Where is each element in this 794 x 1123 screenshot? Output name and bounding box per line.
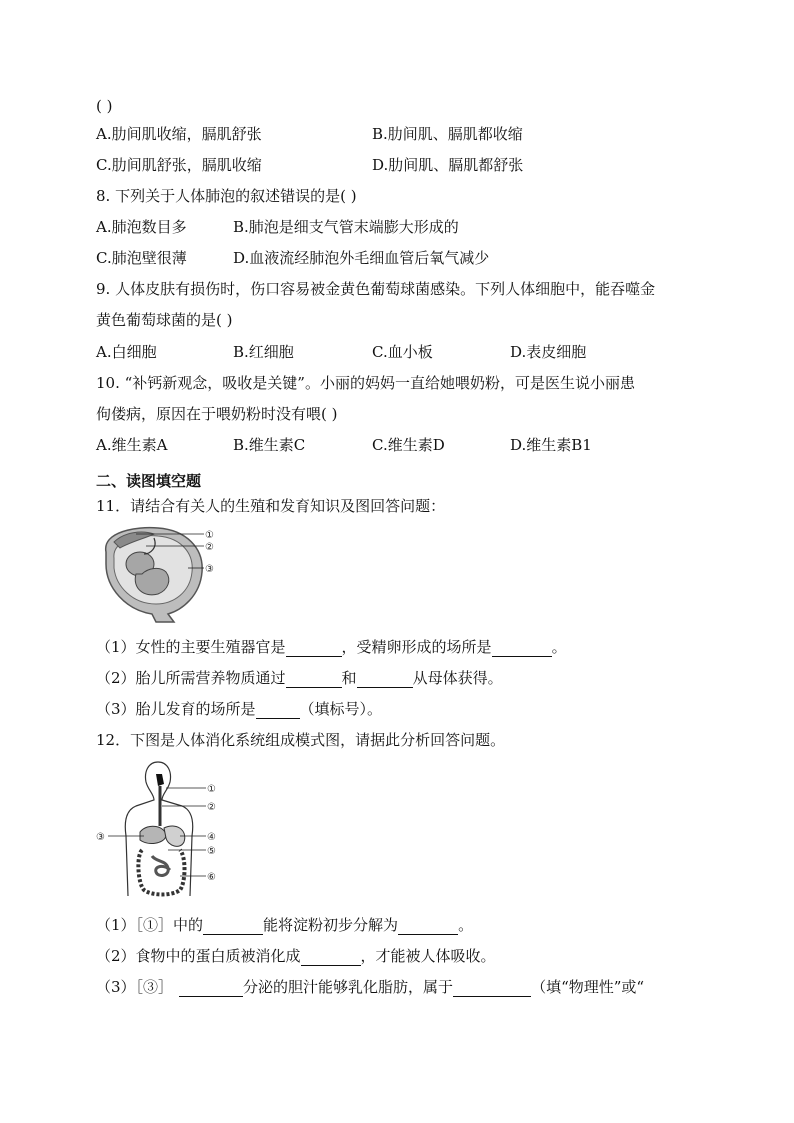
q12-sub1-blank-1[interactable] xyxy=(203,918,263,935)
q12-sub1-text-b: 能将淀粉初步分解为 xyxy=(263,916,399,934)
q12-sub1-text-a: （1）［①］中的 xyxy=(96,916,204,934)
q12-sub3-text-a: （3）［③］ xyxy=(96,978,174,996)
q10-option-d: D.维生素B1 xyxy=(510,436,592,454)
q9-option-d: D.表皮细胞 xyxy=(510,343,587,361)
q11-sub2-text-a: （2）胎儿所需营养物质通过 xyxy=(96,669,286,687)
q12-sub2-text-a: （2）食物中的蛋白质被消化成 xyxy=(96,947,301,965)
fig12-label-5: ⑤ xyxy=(207,846,216,857)
q8-option-d: D.血液流经肺泡外毛细血管后氧气减少 xyxy=(233,249,490,267)
q10-stem-line1: 10. “补钙新观念，吸收是关键”。小丽的妈妈一直给她喂奶粉，可是医生说小丽患 xyxy=(96,374,635,392)
q11-sub1-blank-1[interactable] xyxy=(286,640,342,657)
q11-sub2 xyxy=(96,668,503,688)
q11-sub1-text-b: ，受精卵形成的场所是 xyxy=(341,638,492,656)
q12-sub2-text-b: ，才能被人体吸收。 xyxy=(360,947,496,965)
q12-sub1-blank-2[interactable] xyxy=(398,918,458,935)
q11-sub2-blank-1[interactable] xyxy=(286,671,342,688)
q12-sub1-text-c: 。 xyxy=(458,916,474,934)
q12-stem: 12．下图是人体消化系统组成模式图，请据此分析回答问题。 xyxy=(96,731,506,749)
q12-sub2 xyxy=(96,946,496,966)
q9-stem-line2: 黄色葡萄球菌的是( ) xyxy=(96,311,233,329)
q11-sub2-text-c: 从母体获得。 xyxy=(412,669,503,687)
q7-option-d: D.肋间肌、膈肌都舒张 xyxy=(372,156,524,174)
q11-sub3 xyxy=(96,699,382,719)
q9-option-a: A.白细胞 xyxy=(96,343,157,361)
fig11-label-1: ① xyxy=(205,530,214,541)
q12-sub1 xyxy=(96,915,473,935)
q9-option-c: C.血小板 xyxy=(372,343,433,361)
q8-stem: 8. 下列关于人体肺泡的叙述错误的是( ) xyxy=(96,187,357,205)
q10-option-b: B.维生素C xyxy=(233,436,306,454)
q10-stem-line2: 佝偻病，原因在于喂奶粉时没有喂( ) xyxy=(96,405,338,423)
q11-sub1-text-a: （1）女性的主要生殖器官是 xyxy=(96,638,286,656)
q11-sub1-text-c: 。 xyxy=(551,638,567,656)
fetus-uterus-figure xyxy=(96,524,226,624)
fig12-label-4: ④ xyxy=(207,832,216,843)
q11-sub1-blank-2[interactable] xyxy=(492,640,552,657)
q11-sub3-text-a: （3）胎儿发育的场所是 xyxy=(96,700,256,718)
q7-stem-tail: ( ) xyxy=(96,97,113,115)
q12-sub3-text-b: 分泌的胆汁能够乳化脂肪，属于 xyxy=(243,978,454,996)
digestive-diagram xyxy=(96,756,230,902)
uterus-diagram xyxy=(96,524,226,624)
q9-option-b: B.红细胞 xyxy=(233,343,294,361)
q8-option-b: B.肺泡是细支气管末端膨大形成的 xyxy=(233,218,459,236)
fig11-label-2: ② xyxy=(205,542,214,553)
fig11-label-3: ③ xyxy=(205,564,214,575)
q9-stem-line1: 9. 人体皮肤有损伤时，伤口容易被金黄色葡萄球菌感染。下列人体细胞中，能吞噬金 xyxy=(96,280,656,298)
fig12-label-1: ① xyxy=(207,784,216,795)
section-title: 二、读图填空题 xyxy=(96,472,202,490)
q11-stem: 11．请结合有关人的生殖和发育知识及图回答问题： xyxy=(96,497,446,515)
q7-option-c: C.肋间肌舒张，膈肌收缩 xyxy=(96,156,262,174)
q12-sub3-blank-2[interactable] xyxy=(453,980,531,997)
q11-sub1 xyxy=(96,637,567,657)
q8-option-a: A.肺泡数目多 xyxy=(96,218,187,236)
q12-sub3-blank-1[interactable] xyxy=(179,980,243,997)
q10-option-a: A.维生素A xyxy=(96,436,168,454)
q12-sub3 xyxy=(96,977,644,997)
q7-option-b: B.肋间肌、膈肌都收缩 xyxy=(372,125,523,143)
fig12-label-6: ⑥ xyxy=(207,872,216,883)
q11-sub2-text-b: 和 xyxy=(341,669,357,687)
q8-option-c: C.肺泡壁很薄 xyxy=(96,249,187,267)
q11-sub3-text-b: （填标号）。 xyxy=(299,700,383,718)
digestive-system-figure xyxy=(96,756,230,902)
fig12-label-2: ② xyxy=(207,802,216,813)
q7-option-a: A.肋间肌收缩，膈肌舒张 xyxy=(96,125,262,143)
fig12-label-3: ③ xyxy=(96,832,105,843)
q10-option-c: C.维生素D xyxy=(372,436,445,454)
q11-sub2-blank-2[interactable] xyxy=(357,671,413,688)
q12-sub2-blank-1[interactable] xyxy=(301,949,361,966)
q12-sub3-text-c: （填“物理性”或“ xyxy=(531,978,645,996)
q11-sub3-blank-1[interactable] xyxy=(256,702,300,719)
